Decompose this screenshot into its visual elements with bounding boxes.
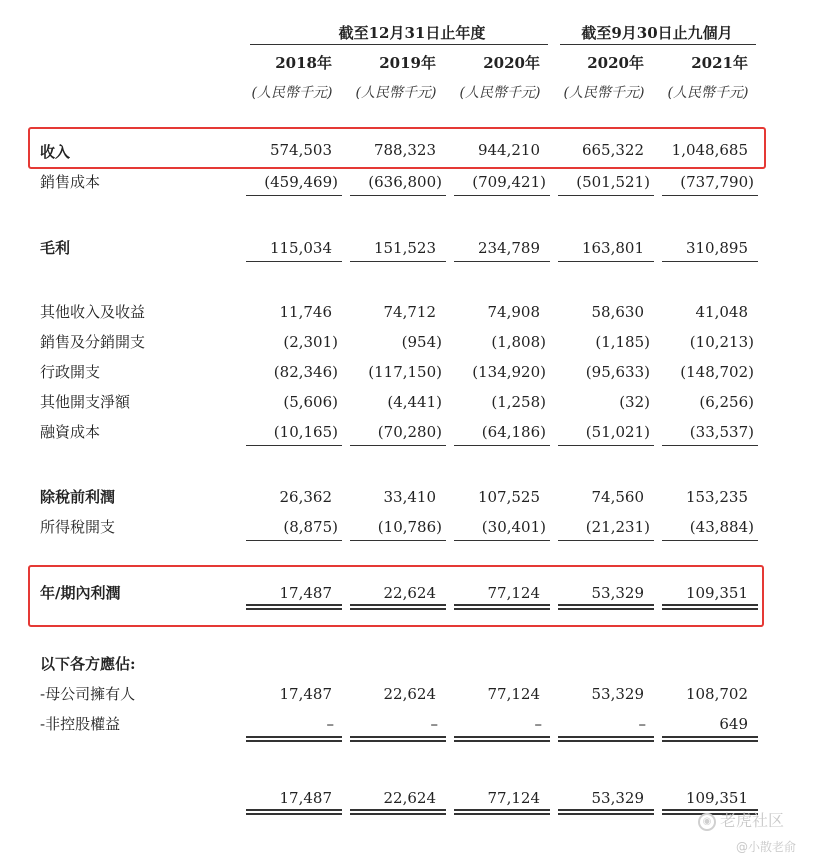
table-cell: – [638,715,646,733]
table-cell: 11,746 [279,303,332,321]
table-cell: (21,231) [585,518,650,536]
year-header-2020: 2020年 [483,54,540,72]
table-cell: (95,633) [585,363,650,381]
subtotal-rule [662,540,758,541]
table-cell: 17,487 [279,685,332,703]
row-label-gross-profit: 毛利 [40,239,71,257]
table-cell: (6,256) [699,393,754,411]
table-cell: (64,186) [481,423,546,441]
total-double-rule [454,604,550,610]
row-label-profit-for-period: 年/期內利潤 [40,584,121,602]
table-cell: (117,150) [368,363,442,381]
table-cell: 22,624 [383,789,436,807]
table-cell: 310,895 [685,239,748,257]
table-cell: 74,560 [591,488,644,506]
table-cell: 1,048,685 [671,141,748,159]
table-cell: (8,875) [283,518,338,536]
table-cell: 22,624 [383,584,436,602]
unit-header: (人民幣千元) [563,85,645,101]
row-label-attributable-header: 以下各方應佔: [40,655,136,673]
table-cell: – [534,715,542,733]
table-cell: 944,210 [477,141,540,159]
table-cell: 22,624 [383,685,436,703]
table-cell: 649 [719,715,748,733]
table-cell: (43,884) [689,518,754,536]
subtotal-rule [454,261,550,262]
row-label-finance-costs: 融資成本 [40,423,101,441]
table-cell: 17,487 [279,789,332,807]
watermark-brand [698,808,784,831]
table-cell: 53,329 [591,685,644,703]
table-cell: 74,712 [383,303,436,321]
subtotal-rule [454,540,550,541]
period-header-annual: 截至12月31日止年度 [338,24,486,42]
unit-header: (人民幣千元) [251,85,333,101]
table-cell: (10,213) [689,333,754,351]
table-cell: 26,362 [279,488,332,506]
table-cell: 58,630 [591,303,644,321]
table-cell: (51,021) [585,423,650,441]
subtotal-rule [558,195,654,196]
table-cell: (30,401) [481,518,546,536]
tiger-logo-icon: ◉ [698,813,716,831]
table-cell: 109,351 [685,789,748,807]
row-label-admin-expenses: 行政開支 [40,363,101,381]
subtotal-rule [558,261,654,262]
table-cell: (501,521) [576,173,650,191]
total-double-rule [350,604,446,610]
row-label-cost-of-sales: 銷售成本 [40,173,101,191]
table-cell: 53,329 [591,584,644,602]
total-double-rule [558,809,654,815]
table-cell: 77,124 [487,789,540,807]
table-cell: – [430,715,438,733]
table-cell: 234,789 [477,239,540,257]
table-cell: 108,702 [685,685,748,703]
total-double-rule [454,736,550,742]
table-cell: (5,606) [283,393,338,411]
period-header-nine-months: 截至9月30日止九個月 [581,24,733,42]
subtotal-rule [246,445,342,446]
subtotal-rule [246,195,342,196]
subtotal-rule [350,261,446,262]
subtotal-rule [558,445,654,446]
total-double-rule [246,736,342,742]
subtotal-rule [246,261,342,262]
table-cell: 107,525 [477,488,540,506]
table-cell: (2,301) [283,333,338,351]
table-cell: (1,185) [595,333,650,351]
table-cell: (148,702) [680,363,754,381]
subtotal-rule [454,445,550,446]
total-double-rule [454,809,550,815]
table-cell: (33,537) [689,423,754,441]
table-cell: 77,124 [487,685,540,703]
subtotal-rule [662,261,758,262]
subtotal-rule [558,540,654,541]
table-cell: (70,280) [377,423,442,441]
table-cell: (82,346) [273,363,338,381]
table-cell: 53,329 [591,789,644,807]
total-double-rule [558,736,654,742]
total-double-rule [662,736,758,742]
table-cell: 788,323 [373,141,436,159]
table-cell: 77,124 [487,584,540,602]
year-header-2019: 2019年 [379,54,436,72]
subtotal-rule [350,540,446,541]
table-cell: 153,235 [685,488,748,506]
table-cell: (134,920) [472,363,546,381]
year-header-2018: 2018年 [275,54,332,72]
table-cell: 665,322 [581,141,644,159]
table-cell: (4,441) [387,393,442,411]
total-double-rule [246,809,342,815]
table-cell: 17,487 [279,584,332,602]
table-cell: (737,790) [680,173,754,191]
subtotal-rule [454,195,550,196]
total-double-rule [246,604,342,610]
subtotal-rule [662,195,758,196]
subtotal-rule [246,540,342,541]
table-cell: 115,034 [269,239,332,257]
row-label-selling-expenses: 銷售及分銷開支 [40,333,146,351]
table-cell: (954) [401,333,442,351]
table-cell: (10,165) [273,423,338,441]
table-cell: (459,469) [264,173,338,191]
subtotal-rule [350,445,446,446]
table-cell: – [326,715,334,733]
row-label-owners-of-parent: -母公司擁有人 [40,685,136,703]
row-label-other-expenses: 其他開支淨額 [40,393,131,411]
row-label-non-controlling: -非控股權益 [40,715,121,733]
unit-header: (人民幣千元) [667,85,749,101]
total-double-rule [350,809,446,815]
total-double-rule [558,604,654,610]
subtotal-rule [350,195,446,196]
watermark-user: @小散老俞 [736,840,797,854]
total-double-rule [350,736,446,742]
row-label-other-income: 其他收入及收益 [40,303,146,321]
table-cell: 151,523 [373,239,436,257]
row-label-revenue: 收入 [40,143,71,161]
unit-header: (人民幣千元) [459,85,541,101]
unit-header: (人民幣千元) [355,85,437,101]
table-cell: 109,351 [685,584,748,602]
total-double-rule [662,604,758,610]
period-header-nine-months-underline [560,44,756,45]
table-cell: 163,801 [581,239,644,257]
table-cell: 41,048 [695,303,748,321]
table-cell: (1,808) [491,333,546,351]
year-header-2021-9m: 2021年 [691,54,748,72]
table-cell: 33,410 [383,488,436,506]
subtotal-rule [662,445,758,446]
table-cell: (1,258) [491,393,546,411]
table-cell: 574,503 [269,141,332,159]
table-cell: (709,421) [472,173,546,191]
table-cell: 74,908 [487,303,540,321]
watermark-brand-text: 老虎社区 [720,811,785,830]
year-header-2020-9m: 2020年 [587,54,644,72]
table-cell: (32) [619,393,650,411]
period-header-annual-underline [250,44,548,45]
table-cell: (636,800) [368,173,442,191]
table-cell: (10,786) [377,518,442,536]
row-label-income-tax: 所得稅開支 [40,518,116,536]
row-label-profit-before-tax: 除稅前利潤 [40,488,116,506]
